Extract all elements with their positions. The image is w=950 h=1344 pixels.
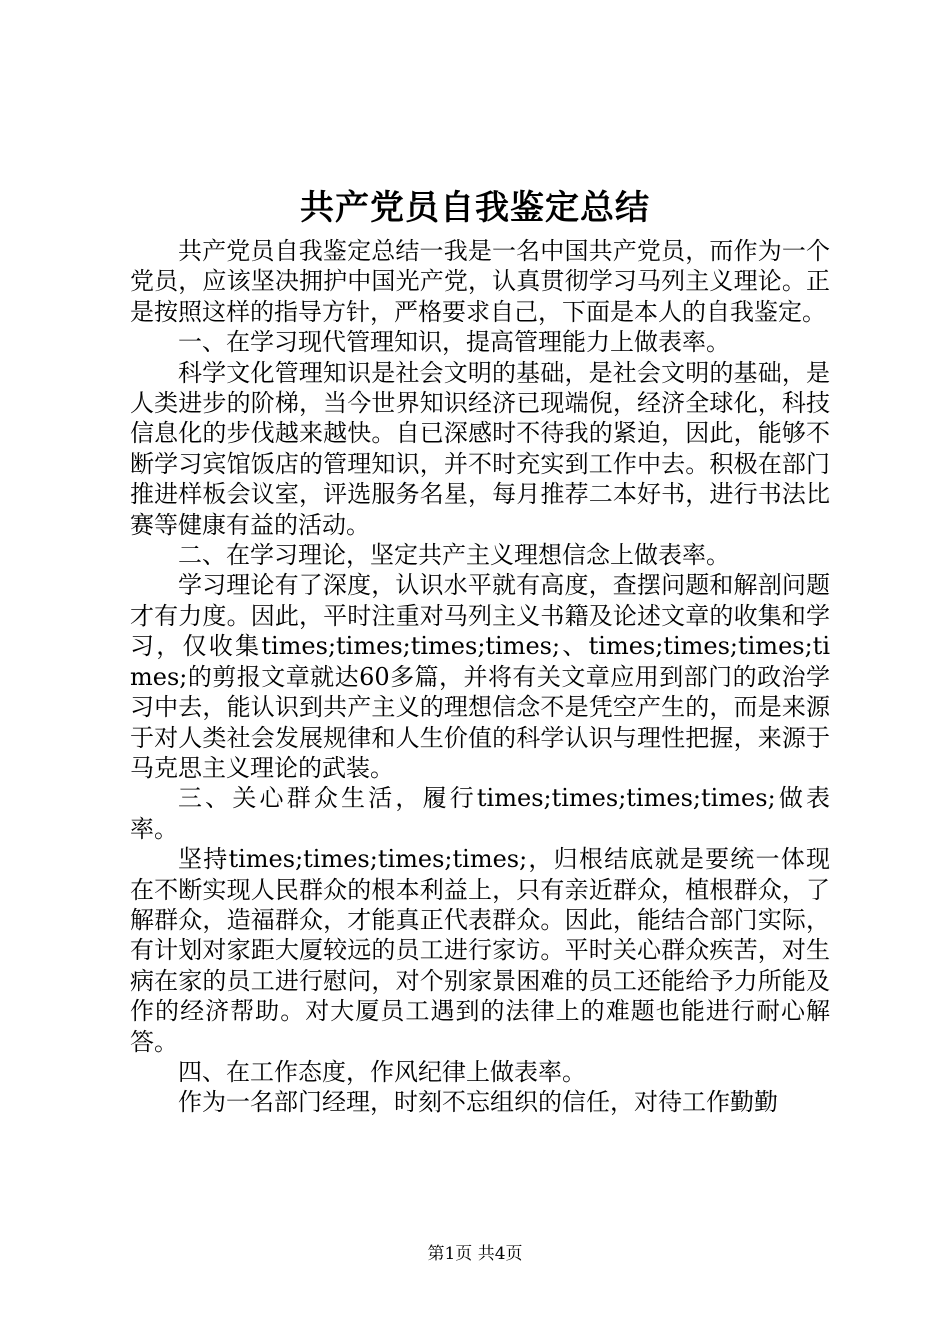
paragraph-section-3: 坚持times;times;times;times;，归根结底就是要统一体现在不断实现人民群众的根本利益上，只有亲近群众，植根群众，了解群众，造福群众，才能真正代表群众。因此，能结合部门实际，有计划对家距大厦较远的员工进行家访。平时关心群众疾苦，对生病在家的员工进行慰问，对个别家景困难的员工还能给予力所能及作的经济帮助。对大厦员工遇到的法律上的难题也能进行耐心解答。 [130, 845, 830, 1056]
section-heading-1: 一、在学习现代管理知识，提高管理能力上做表率。 [178, 328, 730, 357]
paragraph-section-2: 学习理论有了深度，认识水平就有高度，查摆问题和解剖问题才有力度。因此，平时注重对马列主义书籍及论述文章的收集和学习，仅收集times;times;times;times;、times;times;times;times;的剪报文章就达60多篇，并将有关文章应用到部门的政治学习中去，能认识到共产主义的理想信念不是凭空产生的，而是来源于对人类社会发展规律和人生价值的科学认识与理性把握，来源于马克思主义理论的武装。 [130, 571, 830, 782]
section-heading-4: 四、在工作态度，作风纪律上做表率。 [178, 1057, 586, 1086]
document-body [130, 236, 830, 1118]
page-number-footer: 第1页 共4页 [427, 1244, 523, 1264]
section-heading-2: 二、在学习理论，坚定共产主义理想信念上做表率。 [178, 541, 730, 570]
section-heading-3: 三、关心群众生活，履行times;times;times;times;做表率。 [130, 784, 830, 843]
paragraph-section-1: 科学文化管理知识是社会文明的基础，是社会文明的基础，是人类进步的阶梯，当今世界知识经济已现端倪，经济全球化，科技信息化的步伐越来越快。自已深感时不待我的紧迫，因此，能够不断学习宾馆饭店的管理知识，并不时充实到工作中去。积极在部门推进样板会议室，评选服务名星，每月推荐二本好书，进行书法比赛等健康有益的活动。 [130, 358, 830, 539]
paragraph-section-4: 作为一名部门经理，时刻不忘组织的信任，对待工作勤勤 [178, 1088, 778, 1117]
paragraph-intro: 共产党员自我鉴定总结一我是一名中国共产党员，而作为一个党员，应该坚决拥护中国光产党，认真贯彻学习马列主义理论。正是按照这样的指导方针，严格要求自己，下面是本人的自我鉴定。 [130, 237, 830, 326]
document-title: 共产党员自我鉴定总结 [300, 188, 650, 228]
